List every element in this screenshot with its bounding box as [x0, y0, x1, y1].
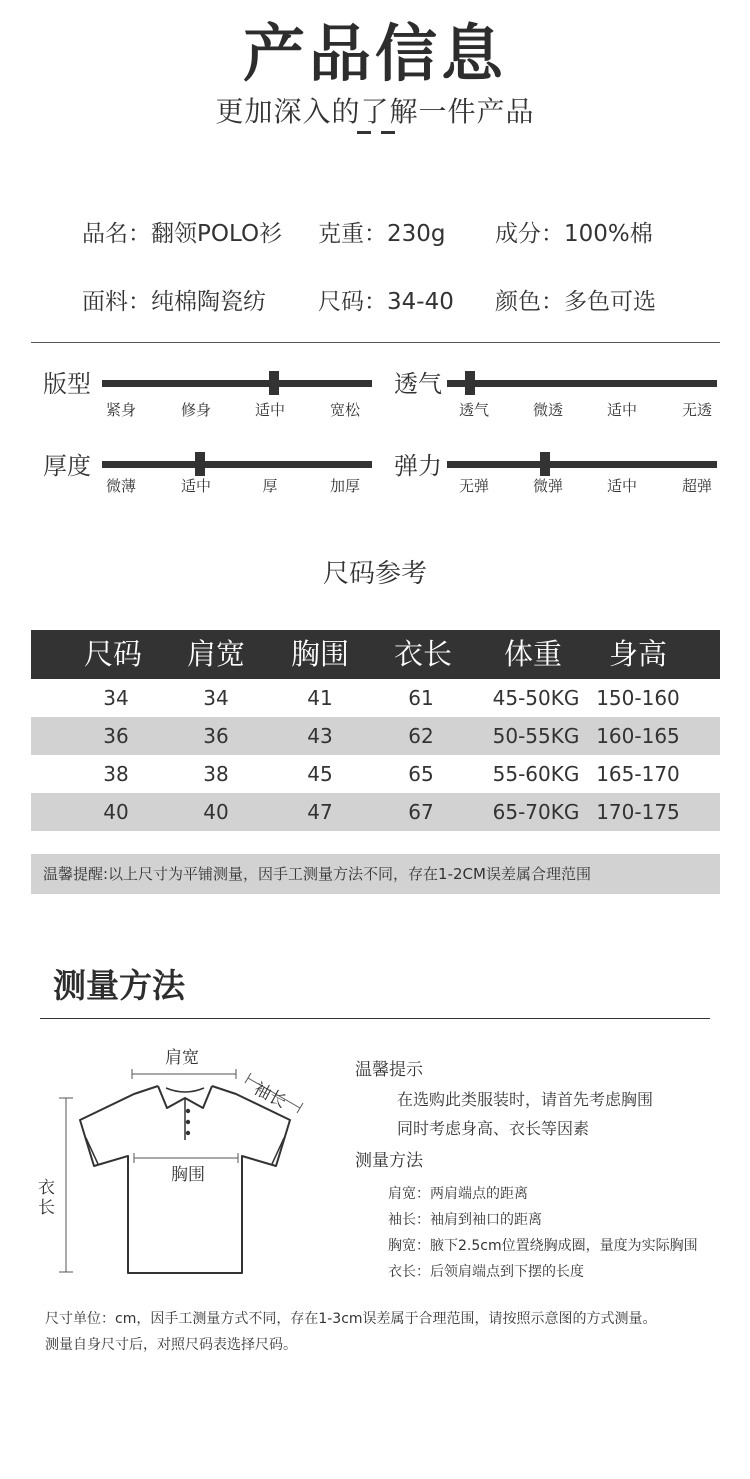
attr-marker-thickness: [195, 452, 205, 476]
definition-line: 袖长：袖肩到袖口的距离: [388, 1212, 542, 1228]
page-title: 产品信息: [242, 17, 507, 90]
attr-tick: 紧身: [105, 401, 136, 419]
table-cell: 45: [307, 762, 333, 786]
attr-tick: 适中: [180, 477, 211, 495]
attr-track-fit: [102, 380, 372, 387]
table-row: [31, 679, 720, 717]
table-cell: 38: [203, 762, 229, 786]
info-composition: 成分：100%棉: [495, 221, 653, 247]
table-cell: 65: [408, 762, 434, 786]
attr-marker-elasticity: [540, 452, 550, 476]
table-cell: 61: [408, 686, 434, 710]
size-note: 温馨提醒:以上尺寸为平铺测量，因手工测量方法不同，存在1-2CM误差属合理范围: [31, 854, 720, 894]
attr-track-elasticity: [447, 461, 717, 468]
attr-tick: 厚: [262, 477, 278, 495]
attr-tick: 微薄: [105, 477, 136, 495]
attr-label-fit: 版型: [43, 370, 91, 398]
footnote: 测量自身尺寸后，对照尺码表选择尺码。: [45, 1337, 297, 1353]
measurement-title: 测量方法: [53, 966, 185, 1005]
info-divider: [31, 342, 720, 343]
info-size: 尺码：34-40: [318, 289, 454, 315]
title-underline-left: [357, 131, 371, 134]
definition-line: 胸宽：腋下2.5cm位置绕胸成圈，量度为实际胸围: [388, 1238, 698, 1254]
table-row: [31, 793, 720, 831]
title-underline-right: [381, 131, 395, 134]
method-title: 测量方法: [355, 1151, 423, 1171]
attr-marker-fit: [269, 371, 279, 395]
table-row: [31, 717, 720, 755]
table-cell: 47: [307, 800, 333, 824]
definition-line: 肩宽：两肩端点的距离: [388, 1186, 528, 1202]
diagram-label-shoulder: 肩宽: [165, 1048, 199, 1068]
table-cell: 170-175: [596, 800, 680, 824]
attr-tick: 无弹: [458, 477, 489, 495]
table-header-cell: 衣长: [393, 637, 452, 671]
measurement-divider: [40, 1018, 710, 1019]
attr-tick: 适中: [606, 401, 637, 419]
info-color: 颜色：多色可选: [495, 289, 656, 315]
table-cell: 43: [307, 724, 333, 748]
table-cell: 40: [203, 800, 229, 824]
table-cell: 62: [408, 724, 434, 748]
table-cell: 40: [103, 800, 129, 824]
shirt-diagram-icon: [50, 1036, 320, 1286]
attr-tick: 无透: [681, 401, 712, 419]
size-table-header: [31, 630, 720, 679]
attr-tick: 适中: [606, 477, 637, 495]
table-cell: 45-50KG: [492, 686, 580, 710]
page-subtitle: 更加深入的了解一件产品: [215, 95, 535, 128]
attr-tick: 加厚: [329, 477, 360, 495]
table-cell: 150-160: [596, 686, 680, 710]
table-header-cell: 体重: [503, 637, 562, 671]
attr-tick: 超弹: [681, 477, 712, 495]
table-row: [31, 755, 720, 793]
tips-title: 温馨提示: [355, 1060, 423, 1080]
table-cell: 34: [203, 686, 229, 710]
attr-tick: 微弹: [532, 477, 563, 495]
table-header-cell: 身高: [608, 637, 667, 671]
info-product-name: 品名：翻领POLO衫: [82, 221, 283, 247]
info-weight: 克重：230g: [318, 221, 446, 247]
table-cell: 55-60KG: [492, 762, 580, 786]
attr-tick: 修身: [180, 401, 211, 419]
definition-line: 衣长：后领肩端点到下摆的长度: [388, 1264, 584, 1280]
table-cell: 36: [103, 724, 129, 748]
table-cell: 67: [408, 800, 434, 824]
attr-label-elasticity: 弹力: [394, 452, 442, 480]
table-cell: 65-70KG: [492, 800, 580, 824]
footnote: 尺寸单位：cm，因手工测量方式不同，存在1-3cm误差属于合理范围，请按照示意图的方式测量。: [45, 1311, 657, 1327]
attr-marker-breathability: [465, 371, 475, 395]
attr-track-breathability: [447, 380, 717, 387]
table-cell: 38: [103, 762, 129, 786]
tip-line: 在选购此类服装时，请首先考虑胸围: [397, 1090, 654, 1109]
attr-tick: 适中: [254, 401, 285, 419]
attr-tick: 微透: [532, 401, 563, 419]
size-chart-title: 尺码参考: [322, 559, 427, 589]
diagram-label-chest: 胸围: [171, 1165, 205, 1185]
table-cell: 41: [307, 686, 333, 710]
attr-track-thickness: [102, 461, 372, 468]
attr-label-breathability: 透气: [394, 370, 442, 398]
table-cell: 34: [103, 686, 129, 710]
attr-tick: 宽松: [329, 401, 360, 419]
tip-line: 同时考虑身高、衣长等因素: [397, 1119, 590, 1138]
diagram-label-length: 衣长: [38, 1178, 55, 1218]
table-cell: 160-165: [596, 724, 680, 748]
attr-tick: 透气: [458, 401, 489, 419]
table-header-cell: 胸围: [290, 637, 349, 671]
table-header-cell: 肩宽: [186, 637, 245, 671]
diagram-label-sleeve: 袖长: [250, 1078, 290, 1113]
info-fabric: 面料：纯棉陶瓷纺: [82, 289, 266, 315]
table-header-cell: 尺码: [83, 637, 142, 671]
attr-label-thickness: 厚度: [43, 452, 91, 480]
table-cell: 50-55KG: [492, 724, 580, 748]
table-cell: 36: [203, 724, 229, 748]
table-cell: 165-170: [596, 762, 680, 786]
